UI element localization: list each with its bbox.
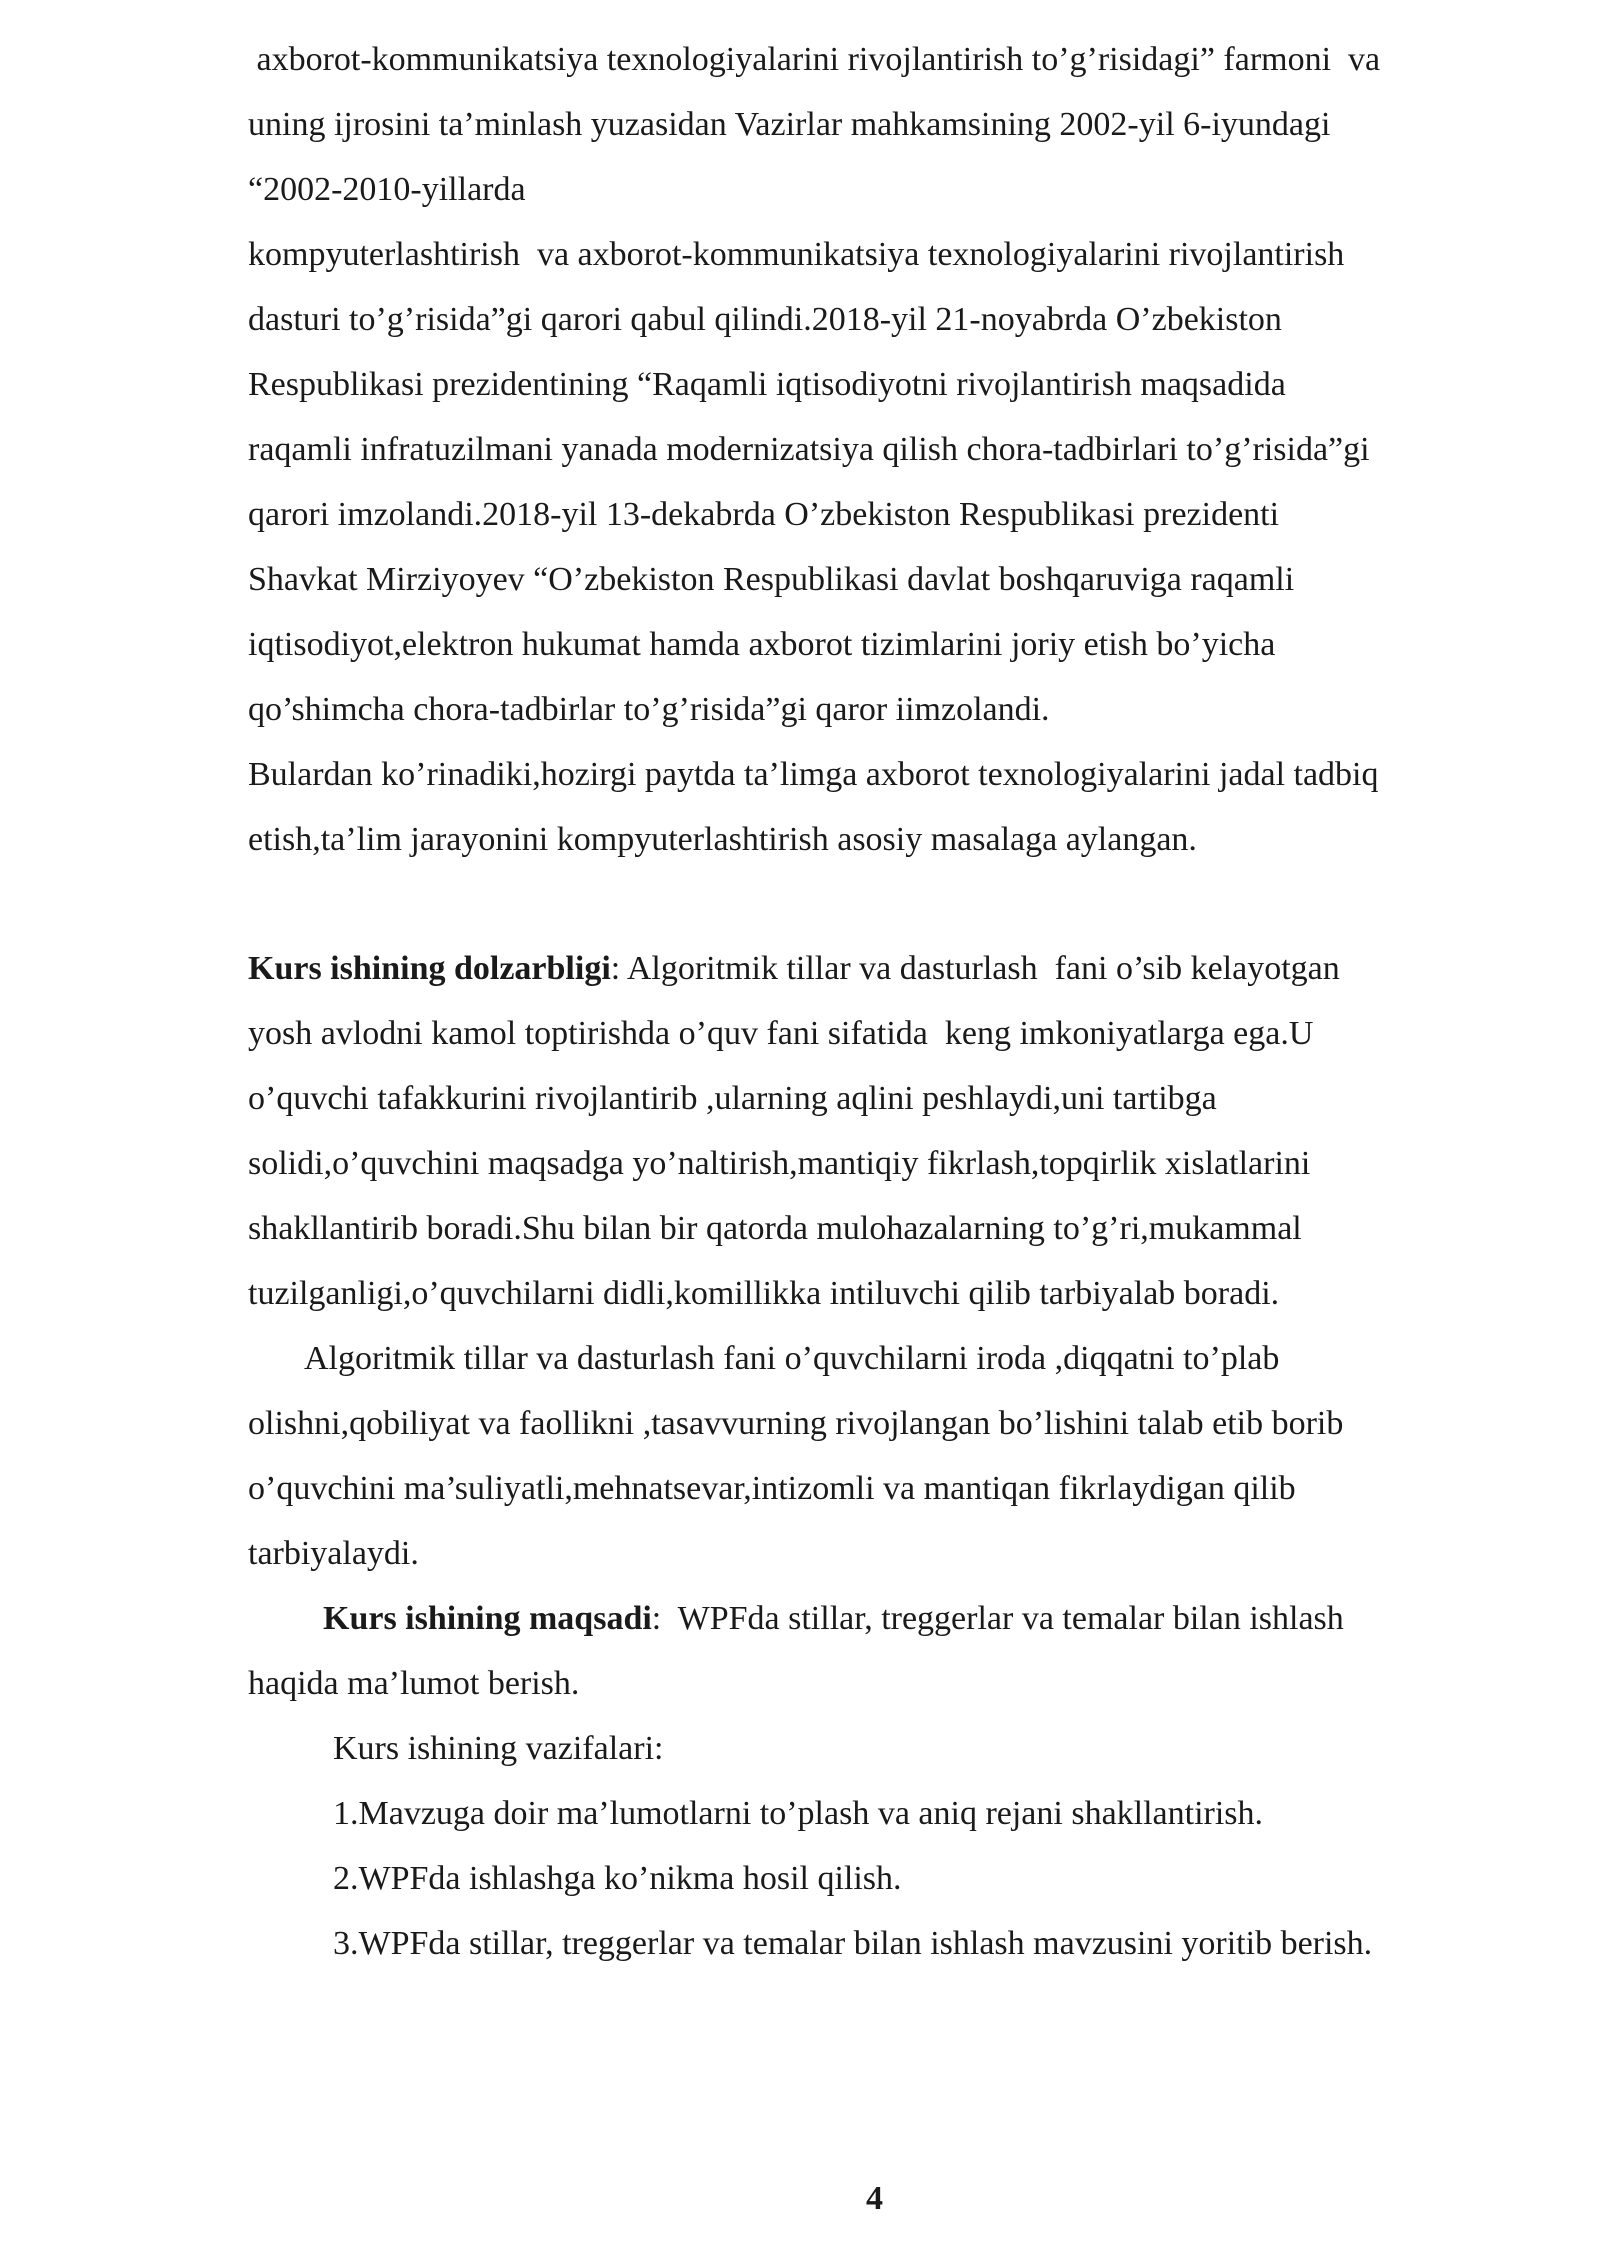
text-line: Shavkat Mirziyoyev “O’zbekiston Respublikasi davlat boshqaruviga raqamli: [248, 561, 1295, 598]
text-line: etish,ta’lim jarayonini kompyuterlashtirish asosiy masalaga aylangan.: [248, 821, 1197, 858]
text-line: “2002-2010-yillarda: [248, 171, 526, 208]
list-item: 1.Mavzuga doir ma’lumotlarni to’plash va aniq rejani shakllantirish.: [333, 1795, 1264, 1832]
text-line: tarbiyalaydi.: [248, 1535, 419, 1572]
text-line: tuzilganligi,o’quvchilarni didli,komillikka intiluvchi qilib tarbiyalab boradi.: [248, 1275, 1280, 1312]
text-line: Bulardan ko’rinadiki,hozirgi paytda ta’limga axborot texnologiyalarini jadal tadbiq: [248, 756, 1379, 793]
text-line: Algoritmik tillar va dasturlash fani o’quvchilarni iroda ,diqqatni to’plab: [304, 1340, 1280, 1377]
text-line: axborot-kommunikatsiya texnologiyalarini rivojlantirish to’g’risidagi” farmoni va: [248, 41, 1381, 78]
text-line: shakllantirib boradi.Shu bilan bir qatorda mulohazalarning to’g’ri,mukammal: [248, 1210, 1302, 1247]
text-line: qarori imzolandi.2018-yil 13-dekabrda O’zbekiston Respublikasi prezidenti: [248, 496, 1280, 533]
text-line: yosh avlodni kamol toptirishda o’quv fani sifatida keng imkoniyatlarga ega.U: [248, 1015, 1314, 1052]
maqsadi-label: Kurs ishining maqsadi: [323, 1600, 652, 1637]
text-line: [248, 947, 1340, 991]
dolzarbligi-text: : Algoritmik tillar va dasturlash fani o’sib kelayotgan: [610, 950, 1340, 987]
text-line: kompyuterlashtirish va axborot-kommunikatsiya texnologiyalarini rivojlantirish: [248, 236, 1345, 273]
maqsadi-text: : WPFda stillar, treggerlar va temalar bilan ishlash: [651, 1600, 1344, 1637]
list-item: 2.WPFda ishlashga ko’nikma hosil qilish.: [333, 1860, 902, 1897]
text-line: solidi,o’quvchini maqsadga yo’naltirish,mantiqiy fikrlash,topqirlik xislatlarini: [248, 1145, 1311, 1182]
vazifalari-heading: Kurs ishining vazifalari:: [333, 1730, 664, 1767]
text-line: o’quvchini ma’suliyatli,mehnatsevar,intizomli va mantiqan fikrlaydigan qilib: [248, 1470, 1296, 1507]
text-line: haqida ma’lumot berish.: [248, 1665, 580, 1702]
text-line: olishni,qobiliyat va faollikni ,tasavvurning rivojlangan bo’lishini talab etib borib: [248, 1405, 1344, 1442]
text-line: iqtisodiyot,elektron hukumat hamda axborot tizimlarini joriy etish bo’yicha: [248, 626, 1276, 663]
list-item: 3.WPFda stillar, treggerlar va temalar bilan ishlash mavzusini yoritib berish.: [333, 1925, 1373, 1962]
text-line: o’quvchi tafakkurini rivojlantirib ,ularning aqlini peshlaydi,uni tartibga: [248, 1080, 1217, 1117]
text-line: [323, 1597, 1344, 1641]
text-line: qo’shimcha chora-tadbirlar to’g’risida”gi qaror iimzolandi.: [248, 691, 1050, 728]
page-number: 4: [866, 2180, 883, 2217]
text-line: uning ijrosini ta’minlash yuzasidan Vazirlar mahkamsining 2002-yil 6-iyundagi: [248, 106, 1331, 143]
text-line: raqamli infratuzilmani yanada modernizatsiya qilish chora-tadbirlari to’g’risida”gi: [248, 431, 1370, 468]
text-line: Respublikasi prezidentining “Raqamli iqtisodiyotni rivojlantirish maqsadida: [248, 366, 1286, 403]
dolzarbligi-label: Kurs ishining dolzarbligi: [248, 950, 611, 987]
text-line: dasturi to’g’risida”gi qarori qabul qilindi.2018-yil 21-noyabrda O’zbekiston: [248, 301, 1282, 338]
